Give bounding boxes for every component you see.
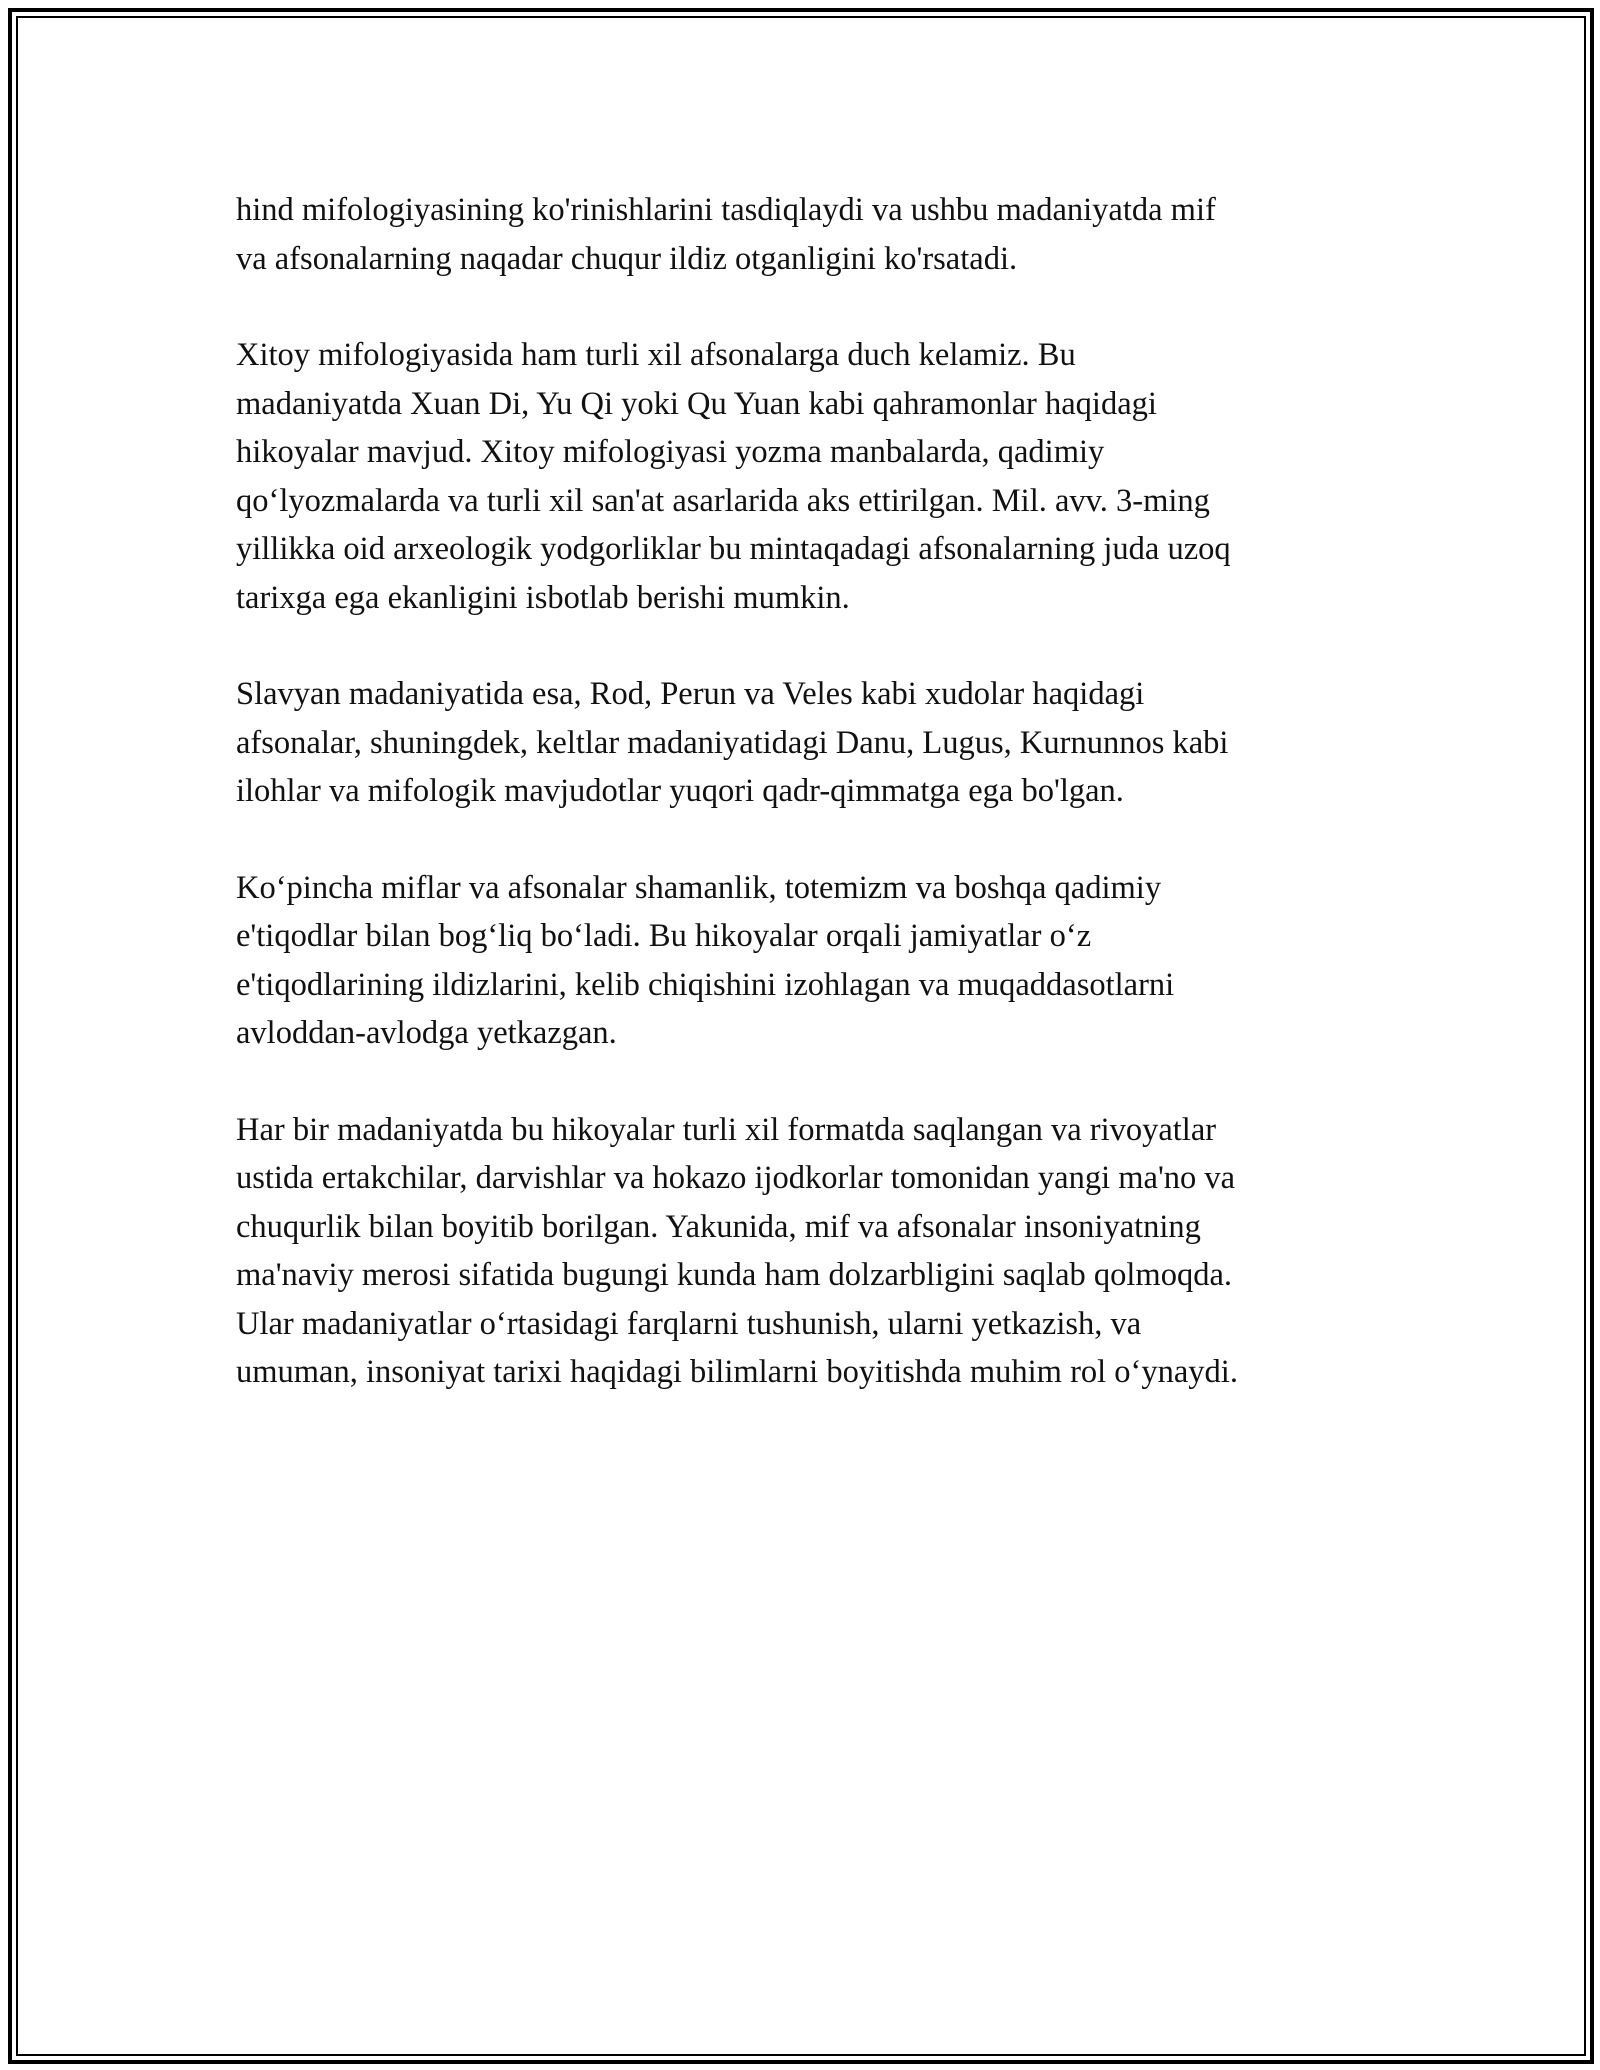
paragraph-2: Xitoy mifologiyasida ham turli xil afsonalarga duch kelamiz. Bu madaniyatda Xuan Di, Yu Qi yoki Qu Yuan kabi qahramonlar haqidagi hikoyalar mavjud. Xitoy mifologiyasi yozma manbalarda, qadimiy qo‘lyozmalarda va turli xil san'at asarlarida aks ettirilgan. Mil. avv. 3-ming yillikka oid arxeologik yodgorliklar bu mintaqadagi afsonalarning juda uzoq tarixga ega ekanligini isbotlab berishi mumkin. <box>236 337 1231 616</box>
document-body <box>236 186 1372 1445</box>
paragraph-3: Slavyan madaniyatida esa, Rod, Perun va Veles kabi xudolar haqidagi afsonalar, shuningdek, keltlar madaniyatidagi Danu, Lugus, Kurnunnos kabi ilohlar va mifologik mavjudotlar yuqori qadr-qimmatga ega bo'lgan. <box>236 676 1229 809</box>
paragraph-5: Har bir madaniyatda bu hikoyalar turli xil formatda saqlangan va rivoyatlar ustida ertakchilar, darvishlar va hokazo ijodkorlar tomonidan yangi ma'no va chuqurlik bilan boyitib borilgan. Yakunida, mif va afsonalar insoniyatning ma'naviy merosi sifatida bugungi kunda ham dolzarbligini saqlab qolmoqda. Ular madaniyatlar o‘rtasidagi farqlarni tushunish, ularni yetkazish, va umuman, insoniyat tarixi haqidagi bilimlarni boyitishda muhim rol o‘ynaydi. <box>236 1111 1238 1390</box>
paragraph-1: hind mifologiyasining ko'rinishlarini tasdiqlaydi va ushbu madaniyatda mif va afsonalarning naqadar chuqur ildiz otganligini ko'rsatadi. <box>236 192 1216 277</box>
paragraph-4: Ko‘pincha miflar va afsonalar shamanlik, totemizm va boshqa qadimiy e'tiqodlar bilan bog‘liq bo‘ladi. Bu hikoyalar orqali jamiyatlar o‘z e'tiqodlarining ildizlarini, kelib chiqishini izohlagan va muqaddasotlarni avloddan-avlodga yetkazgan. <box>236 869 1175 1051</box>
